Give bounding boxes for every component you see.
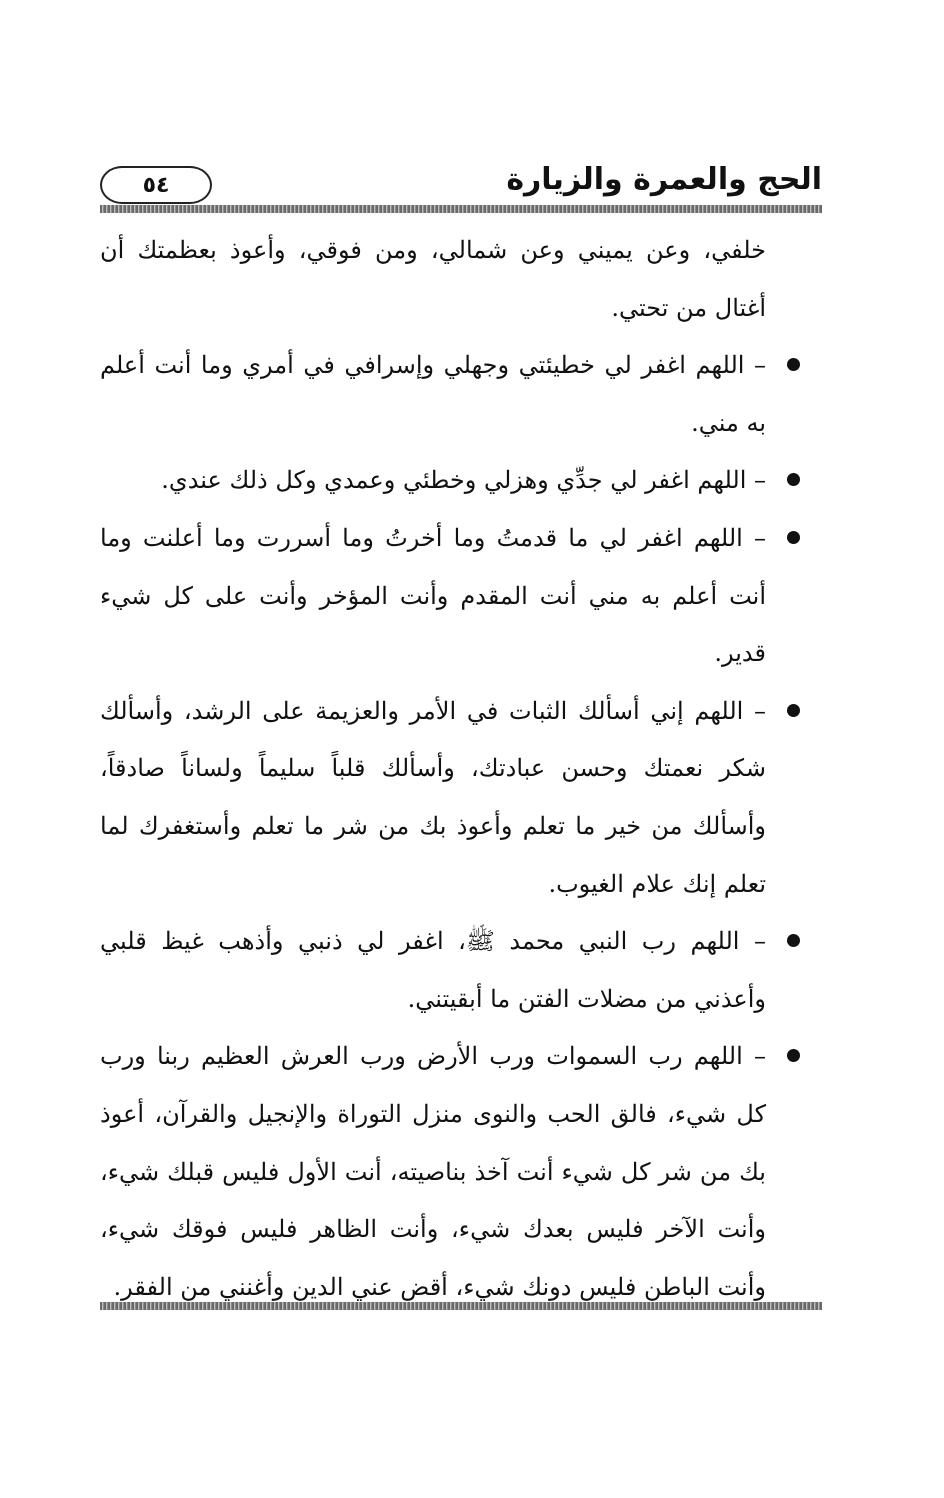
dua-item [100,913,766,1028]
header-divider [100,205,822,213]
intro-paragraph: خلفي، وعن يميني وعن شمالي، ومن فوقي، وأعوذ بعظمتك أن أغتال من تحتي. [100,236,766,322]
dua-item [100,452,766,510]
dua-text: – اللهم إني أسألك الثبات في الأمر والعزيمة على الرشد، وأسألك شكر نعمتك وحسن عبادتك، وأسألك قلباً سليماً ولساناً صادقاً، وأسألك من خير ما تعلم وأعوذ بك من شر ما تعلم وأستغفرك لما تعلم إنك علام الغيوب. [100,696,766,898]
bullet-icon [787,473,800,486]
dua-item [100,683,766,913]
dua-item [100,1028,766,1316]
dua-text: – اللهم رب النبي محمد ﷺ، اغفر لي ذنبي وأذهب غيظ قلبي وأعذني من مضلات الفتن ما أبقيتني. [100,927,766,1013]
page-number-badge [100,166,212,204]
footer-divider [100,1302,822,1310]
bullet-icon [787,358,800,371]
page-body [100,222,766,1316]
bullet-icon [787,531,800,544]
dua-item [100,510,766,683]
dua-text: – اللهم اغفر لي جدِّي وهزلي وخطئي وعمدي وكل ذلك عندي. [161,466,766,495]
dua-item [100,337,766,452]
bullet-icon [787,934,800,947]
page-header [100,158,822,208]
dua-text: – اللهم رب السموات ورب الأرض ورب العرش العظيم ربنا ورب كل شيء، فالق الحب والنوى منزل التوراة والإنجيل والقرآن، أعوذ بك من شر كل شيء أنت آخذ بناصيته، أنت الأول فليس قبلك شيء، وأنت الآخر فليس بعدك شيء، وأنت الظاهر فليس فوقك شيء، وأنت الباطن فليس دونك شيء، أقض عني الدين وأغنني من الفقر. [100,1042,766,1301]
book-title: الحج والعمرة والزيارة [506,162,822,197]
bullet-icon [787,704,800,717]
page-number: ٥٤ [142,172,170,198]
bullet-icon [787,1049,800,1062]
dua-text: – اللهم اغفر لي ما قدمتُ وما أخرتُ وما أسررت وما أعلنت وما أنت أعلم به مني أنت المقدم وأنت المؤخر وأنت على كل شيء قدير. [100,523,766,668]
dua-text: – اللهم اغفر لي خطيئتي وجهلي وإسرافي في أمري وما أنت أعلم به مني. [100,351,766,437]
